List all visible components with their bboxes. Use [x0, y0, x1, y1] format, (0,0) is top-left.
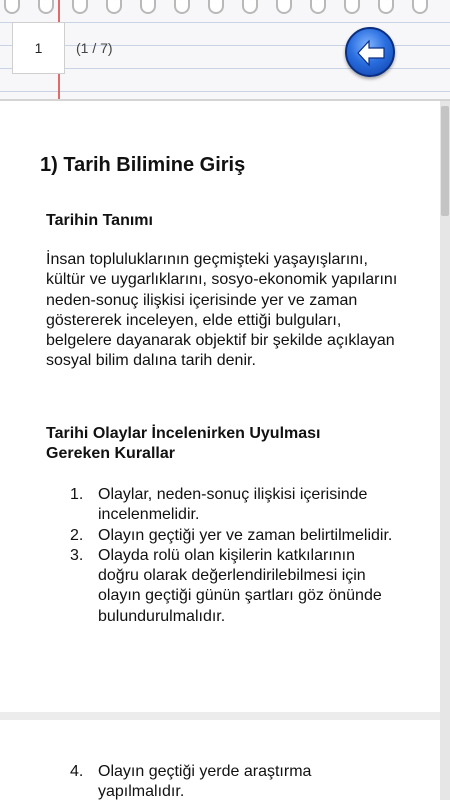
ring-icon	[38, 0, 54, 14]
ring-icon	[344, 0, 360, 14]
notebook-header	[0, 0, 450, 100]
list-item	[70, 526, 400, 546]
ring-icon	[208, 0, 224, 14]
ring-icon	[378, 0, 394, 14]
rules-list	[70, 485, 400, 627]
page-count: (1 / 7)	[76, 40, 113, 56]
scrollbar-thumb[interactable]	[441, 106, 449, 216]
back-button[interactable]	[345, 27, 395, 77]
rules-list	[70, 762, 400, 800]
list-item-number: 4.	[70, 763, 84, 780]
page-number-input[interactable]: 1	[12, 22, 65, 74]
document-page	[0, 720, 440, 800]
ring-icon	[4, 0, 20, 14]
document-page	[0, 101, 440, 712]
list-item-number: 1.	[70, 486, 84, 503]
arrow-left-icon	[355, 38, 387, 68]
page-title: 1) Tarih Bilimine Giriş	[40, 154, 246, 176]
section-heading: Tarihi Olaylar İncelenirken Uyulması Gereken Kurallar	[46, 425, 321, 462]
list-item	[70, 762, 400, 800]
list-item	[70, 485, 400, 526]
section-heading: Tarihin Tanımı	[46, 212, 153, 229]
ring-icon	[72, 0, 88, 14]
ring-icon	[412, 0, 428, 14]
ring-icon	[106, 0, 122, 14]
list-item	[70, 546, 400, 627]
ring-icon	[174, 0, 190, 14]
notebook-rings	[0, 0, 450, 18]
ring-icon	[242, 0, 258, 14]
ring-icon	[276, 0, 292, 14]
ring-icon	[140, 0, 156, 14]
ring-icon	[310, 0, 326, 14]
scrollbar[interactable]	[440, 101, 450, 800]
list-item-text: Olayın geçtiği yer ve zaman belirtilmelidir.	[98, 526, 393, 544]
list-item-number: 2.	[70, 526, 84, 544]
list-item-text: Olayda rolü olan kişilerin katkılarının doğru olarak değerlendirilebilmesi için olayın geçtiği günün şartları göz önünde bulundurulmalıdır.	[98, 546, 382, 625]
list-item-number: 3.	[70, 546, 84, 564]
list-item-text: Olaylar, neden-sonuç ilişkisi içerisinde incelenmelidir.	[98, 486, 368, 524]
paragraph: İnsan topluluklarının geçmişteki yaşayışlarını, kültür ve uygarlıklarını, sosyo-ekonomik yapılarını neden-sonuç ilişkisi içerisinde yer ve zaman göstererek inceleyen, elde ettiği bulguları, belgelere dayanarak objektif bir şekilde açıklayan sosyal bilim dalına tarih denir.	[46, 251, 398, 370]
list-item-text: Olayın geçtiği yerde araştırma yapılmalıdır.	[98, 763, 312, 800]
